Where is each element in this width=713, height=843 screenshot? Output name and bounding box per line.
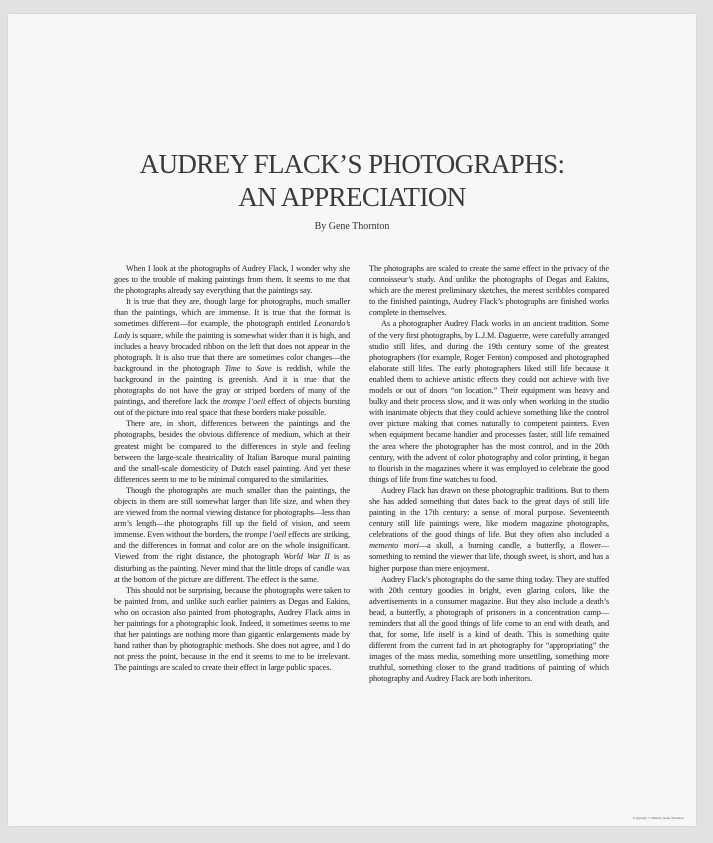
text-run: It is true that they are, though large for photographs, much smaller than the paintings, which are immense. It is true that the format is sometimes different—for example, the photograph entitled [114, 297, 350, 329]
text-run: As a photographer Audrey Flack works in an ancient tradition. Some of the very first photographs, by L.J.M. Daguerre, were carefully arranged studio still lifes, and during the 19th century some of the greatest photographers (for example, Roger Fenton) composed and photographed elaborate still lifes. The early photographers liked still life because it enabled them to achieve artistic effects they could not achieve with live models or out of doors “on location.” Their equipment was heavy and bulky and their process slow, and it was only when working in the studio with inanimate objects that they could achieve something like the control over picture making that comes naturally to competent painters. Even when equipment became handier and processes faster, still life remained the area where the photographer has the most control, and in the 20th century, with the advent of color photography and color printing, it began to flourish in the magazines where it was employed to celebrate the good things of life from fine watches to food. [369, 319, 609, 484]
paragraph [369, 263, 609, 318]
paragraph [369, 318, 609, 484]
paragraph [114, 296, 350, 418]
paragraph [369, 485, 609, 574]
text-run: This should not be surprising, because the photographs were taken to be painted from, and unlike such earlier painters as Degas and Eakins, who on occasion also painted from photographs, Audrey Flack aims in her paintings for a photographic look. Indeed, it sometimes seems to me that her paintings are nothing more than gigantic enlargements made by hand rather than by photographic methods. She does not agree, and I do not press the point, because in the end it seems to me to be irrelevant. The paintings are scaled to create their effect in large public spaces. [114, 585, 350, 673]
paragraph [114, 585, 350, 674]
left-column [114, 263, 350, 673]
italic-title: World War II [283, 552, 330, 562]
italic-title: Leonardo’s Lady [114, 319, 350, 340]
article-title [8, 148, 696, 214]
text-run: is reddish, while the background in the painting is greenish. And it is true that the photographs do not have the gray or striped borders of many of the paintings, and therefore lack the [114, 363, 350, 407]
title-line-1: AUDREY FLACK’S PHOTOGRAPHS: [139, 149, 565, 179]
paragraph [369, 574, 609, 685]
paragraph [114, 418, 350, 485]
italic-title: memento mori [369, 541, 419, 551]
italic-title: trompe l’oeil [222, 397, 266, 407]
text-run: When I look at the photographs of Audrey Flack, I wonder why she goes to the trouble of making paintings from them. It seems to me that the photographs already say everything that the paintings say. [114, 264, 350, 296]
text-run: effect of objects bursting out of the picture into real space that these borders make possible. [114, 397, 351, 418]
copyright-notice: Copyright ©1984 by Gene Thornton [632, 816, 684, 820]
text-run: is square, while the painting is somewhat wider than it is high, and includes a heavy brocaded ribbon on the left that does not appear in the photograph. It is also true that there are sometimes color changes—the background in the photograph [114, 330, 350, 373]
text-run: Though the photographs are much smaller than the paintings, the objects in them are still somewhat larger than life size, and when they are viewed from the normal viewing distance for photographs—less than arm’s length—the photographs fill up the field of vision, and seem immense. Even without the borders, the [114, 485, 350, 540]
paragraph [114, 263, 350, 296]
text-run: There are, in short, differences between the paintings and the photographs, besides the obvious difference of medium, which at their greatest might be compared to the differences in style and feeling between the large-scale theatricality of Italian Baroque mural painting and the small-scale domesticity of Dutch easel painting. And yet these differences seem to me to be minimal compared to the similarities. [114, 419, 350, 484]
text-run: Audrey Flack has drawn on these photographic traditions. But to them she has added something that dates back to the great days of still life painting in the 17th century: a sense of moral purpose. Seventeenth century still life paintings were, like modern magazine photographs, celebrations of the good things of life. But they often also included a [369, 485, 609, 540]
paragraph [114, 485, 350, 585]
italic-title: Time to Save [224, 363, 272, 373]
title-line-2: AN APPRECIATION [238, 182, 466, 212]
text-run: —a skull, a burning candle, a butterfly, a flower—something to remind the viewer that life, though sweet, is short, and has a higher purpose than mere enjoyment. [369, 541, 609, 573]
text-run: Audrey Flack’s photographs do the same thing today. They are stuffed with 20th century goodies in bright, even glaring colors, like the advertisements in a consumer magazine. But they also include a death’s head, a butterfly, a photograph of prisoners in a concentration camp—reminders that all the good things of life come to an end with death, and that, for some, life itself is a kind of death. This is something quite different from the current fad in art photography for “appropriating” the images of the mass media, something more unsettling, something more truthful, something closer to the grand traditions of painting of which photography and Audrey Flack are both inheritors. [369, 574, 609, 684]
text-run: is as disturbing as the painting. Never mind that the little drops of candle wax at the bottom of the picture are different. The effect is the same. [114, 552, 351, 584]
right-column [369, 263, 609, 685]
text-run: effects are striking, and the differences in format and color are on the whole insignificant. Viewed from the right distance, the photograph [114, 530, 350, 562]
document-page [8, 14, 696, 826]
italic-title: trompe l’oeil [244, 530, 287, 540]
byline: By Gene Thornton [314, 221, 390, 232]
text-run: The photographs are scaled to create the same effect in the privacy of the connoisseur’s study. And unlike the photographs of Degas and Eakins, which are the merest preliminary sketches, the merest scribbles compared to the finished paintings, Audrey Flack’s photographs are finished works complete in themselves. [369, 264, 609, 318]
